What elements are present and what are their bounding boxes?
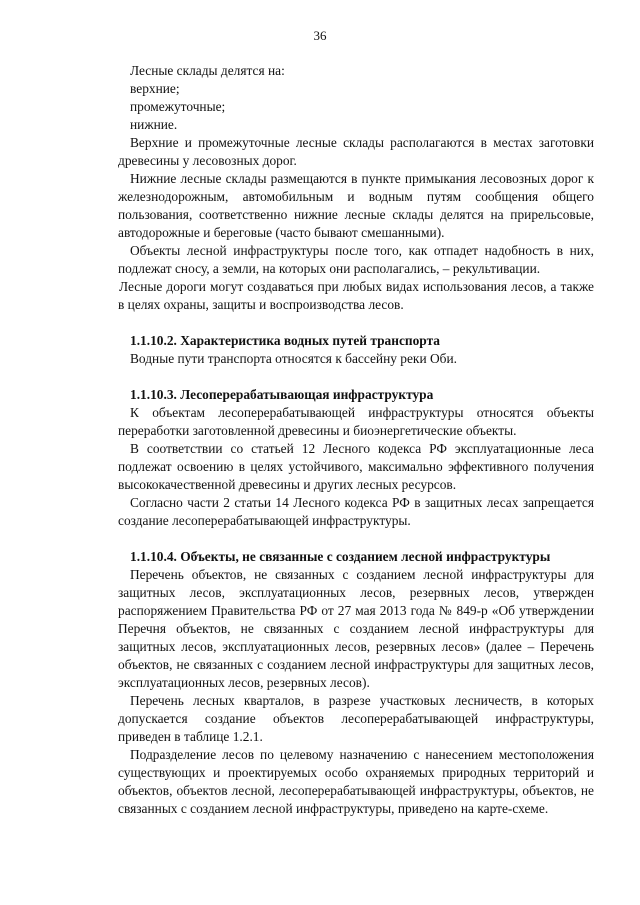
page-number: 36 — [313, 28, 327, 43]
warehouse-type-upper: верхние; — [130, 81, 180, 96]
warehouse-type-intermediate: промежуточные; — [130, 99, 226, 114]
paragraph: Верхние и промежуточные лесные склады располагаются в местах заготовки древесины у лесовозных дорог. — [118, 135, 594, 168]
paragraph: Водные пути транспорта относятся к бассейну реки Оби. — [130, 351, 457, 366]
paragraph: В соответствии со статьей 12 Лесного кодекса РФ эксплуатационные леса подлежат освоению в целях устойчивого, максимально эффективного получения высококачественной древесины и других лесных ресурсов. — [118, 441, 594, 492]
document-body — [118, 62, 594, 818]
paragraph: Подразделение лесов по целевому назначению с нанесением местоположения существующих и проектируемых особо охраняемых природных территорий и объектов, объектов лесной, лесоперерабатывающей инфраструктуры, объектов, не связанных с созданием лесной инфраструктуры, приведено на карте-схеме. — [118, 747, 594, 816]
paragraph: Перечень лесных кварталов, в разрезе участковых лесничеств, в которых допускается создание объектов лесоперерабатывающей инфраструктуры, приведен в таблице 1.2.1. — [118, 693, 594, 744]
warehouses-intro: Лесные склады делятся на: — [130, 63, 285, 78]
section-heading: 1.1.10.3. Лесоперерабатывающая инфраструктура — [130, 387, 434, 402]
paragraph: Лесные дороги могут создаваться при любых видах использования лесов, а также в целях охраны, защиты и воспроизводства лесов. — [118, 279, 594, 312]
section-heading: 1.1.10.4. Объекты, не связанные с созданием лесной инфраструктуры — [130, 549, 551, 564]
warehouse-type-lower: нижние. — [130, 117, 178, 132]
paragraph: Перечень объектов, не связанных с созданием лесной инфраструктуры для защитных лесов, эксплуатационных лесов, резервных лесов, утвержден распоряжением Правительства РФ от 27 мая 2013 года № 849-р «Об утверждении Перечня объектов, не связанных с созданием лесной инфраструктуры для защитных лесов, эксплуатационных лесов, резервных лесов» (далее – Перечень объектов, не связанных с созданием лесной инфраструктуры для защитных лесов, эксплуатационных лесов, резервных лесов). — [118, 567, 594, 690]
paragraph: Нижние лесные склады размещаются в пункте примыкания лесовозных дорог к железнодорожным, автомобильным и водным путям сообщения общего пользования, соответственно нижние лесные склады делятся на прирельсовые, автодорожные и береговые (часто бывают смешанными). — [118, 171, 594, 240]
section-heading: 1.1.10.2. Характеристика водных путей транспорта — [130, 333, 441, 348]
paragraph: Согласно части 2 статьи 14 Лесного кодекса РФ в защитных лесах запрещается создание лесоперерабатывающей инфраструктуры. — [118, 495, 594, 528]
paragraph: К объектам лесоперерабатывающей инфраструктуры относятся объекты переработки заготовленной древесины и биоэнергетические объекты. — [118, 405, 594, 438]
paragraph: Объекты лесной инфраструктуры после того, как отпадет надобность в них, подлежат сносу, а земли, на которых они располагались, – рекультивации. — [118, 243, 594, 276]
